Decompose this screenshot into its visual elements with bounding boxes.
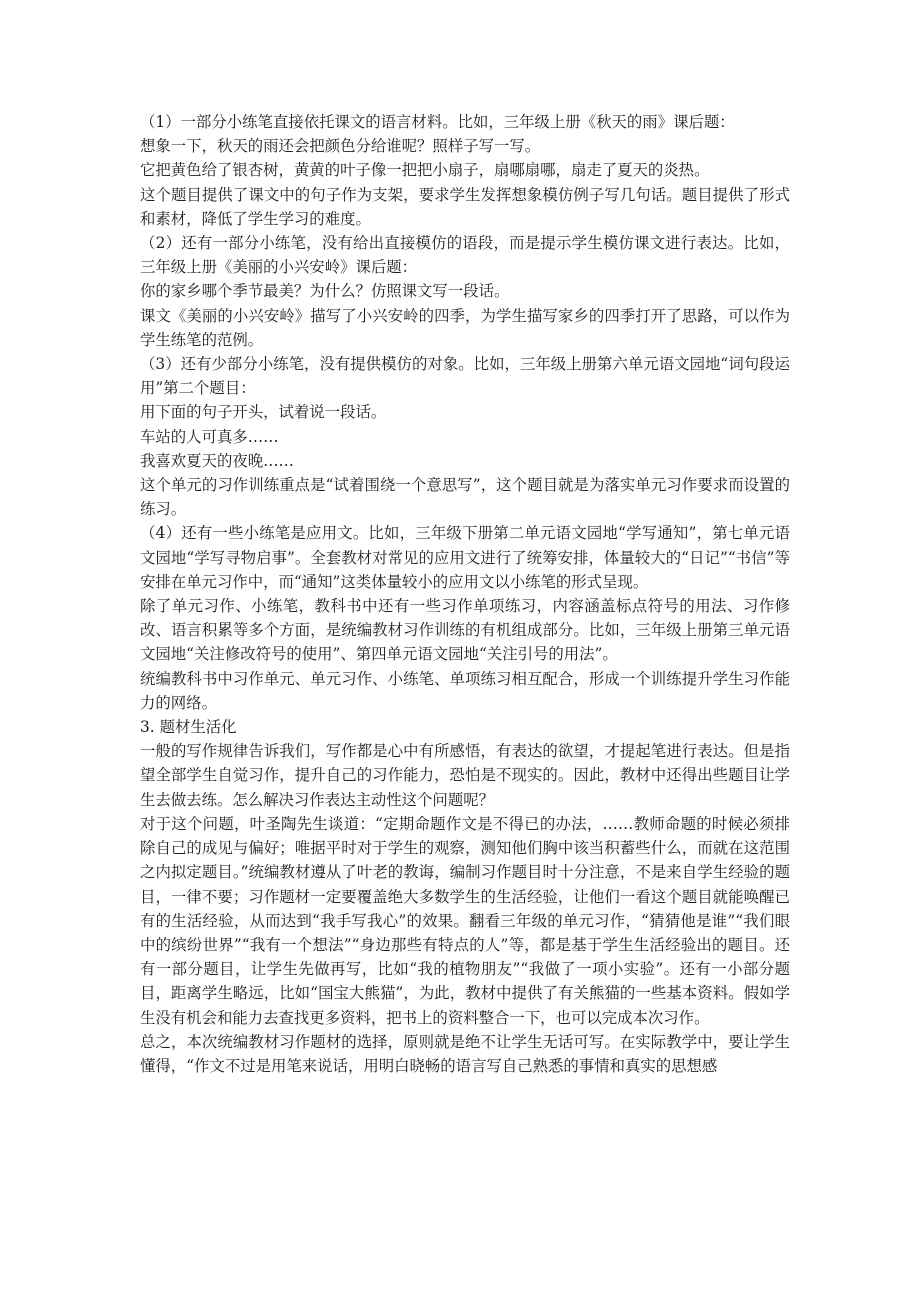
paragraph: 总之，本次统编教材习作题材的选择，原则就是绝不让学生无话可写。在实际教学中，要让学生懂得，“作文不过是用笔来说话，用明白晓畅的语言写自己熟悉的事情和真实的思想感 [140, 1032, 790, 1075]
paragraph: 我喜欢夏天的夜晚…… [140, 451, 294, 470]
paragraph: 车站的人可真多…… [140, 427, 279, 446]
document-body [140, 110, 790, 1078]
paragraph: （1）一部分小练笔直接依托课文的语言材料。比如，三年级上册《秋天的雨》课后题： [140, 113, 735, 131]
paragraph: 除了单元习作、小练笔，教科书中还有一些习作单项练习，内容涵盖标点符号的用法、习作修改、语言积累等多个方面，是统编教材习作训练的有机组成部分。比如，三年级上册第三单元语文园地“关注修改符号的使用”、第四单元语文园地“关注引号的用法”。 [140, 597, 790, 664]
paragraph: 一般的写作规律告诉我们，写作都是心中有所感悟，有表达的欲望，才提起笔进行表达。但是指望全部学生自觉习作，提升自己的习作能力，恐怕是不现实的。因此，教材中还得出些题目让学生去做去练。怎么解决习作表达主动性这个问题呢？ [140, 742, 790, 809]
paragraph: 统编教科书中习作单元、单元习作、小练笔、单项练习相互配合，形成一个训练提升学生习作能力的网络。 [140, 669, 790, 712]
paragraph: （4）还有一些小练笔是应用文。比如，三年级下册第二单元语文园地“学写通知”，第七单元语文园地“学写寻物启事”。全套教材对常见的应用文进行了统筹安排，体量较大的“日记”“书信”等安排在单元习作中，而“通知”这类体量较小的应用文以小练笔的形式呈现。 [140, 524, 790, 591]
section-heading: 3. 题材生活化 [140, 718, 237, 737]
paragraph: 用下面的句子开头，试着说一段话。 [140, 403, 387, 422]
paragraph: （2）还有一部分小练笔，没有给出直接模仿的语段，而是提示学生模仿课文进行表达。比如，三年级上册《美丽的小兴安岭》课后题： [140, 234, 790, 277]
paragraph: 想象一下，秋天的雨还会把颜色分给谁呢？照样子写一写。 [140, 137, 541, 156]
paragraph: 它把黄色给了银杏树，黄黄的叶子像一把把小扇子，扇哪扇哪，扇走了夏天的炎热。 [140, 161, 710, 180]
paragraph: （3）还有少部分小练笔，没有提供模仿的对象。比如，三年级上册第六单元语文园地“词句段运用”第二个题目： [140, 355, 790, 398]
paragraph: 这个单元的习作训练重点是“试着围绕一个意思写”，这个题目就是为落实单元习作要求而设置的练习。 [140, 476, 790, 519]
paragraph: 这个题目提供了课文中的句子作为支架，要求学生发挥想象模仿例子写几句话。题目提供了形式和素材，降低了学生学习的难度。 [140, 185, 790, 228]
paragraph: 对于这个问题，叶圣陶先生谈道：“定期命题作文是不得已的办法，……教师命题的时候必须排除自己的成见与偏好；唯据平时对于学生的观察，测知他们胸中该当积蓄些什么，而就在这范围之内拟定题目。”统编教材遵从了叶老的教诲，编制习作题目时十分注意，不是来自学生经验的题目，一律不要；习作题材一定要覆盖绝大多数学生的生活经验，让他们一看这个题目就能唤醒已有的生活经验，从而达到“我手写我心”的效果。翻看三年级的单元习作，“猜猜他是谁”“我们眼中的缤纷世界”“我有一个想法”“身边那些有特点的人”等，都是基于学生生活经验出的题目。还有一部分题目，让学生先做再写，比如“我的植物朋友”“我做了一项小实验”。还有一小部分题目，距离学生略远，比如“国宝大熊猫”，为此，教材中提供了有关熊猫的一些基本资料。假如学生没有机会和能力去查找更多资料，把书上的资料整合一下，也可以完成本次习作。 [140, 814, 790, 1027]
paragraph: 你的家乡哪个季节最美？为什么？仿照课文写一段话。 [140, 282, 510, 301]
paragraph: 课文《美丽的小兴安岭》描写了小兴安岭的四季，为学生描写家乡的四季打开了思路，可以作为学生练笔的范例。 [140, 306, 790, 349]
